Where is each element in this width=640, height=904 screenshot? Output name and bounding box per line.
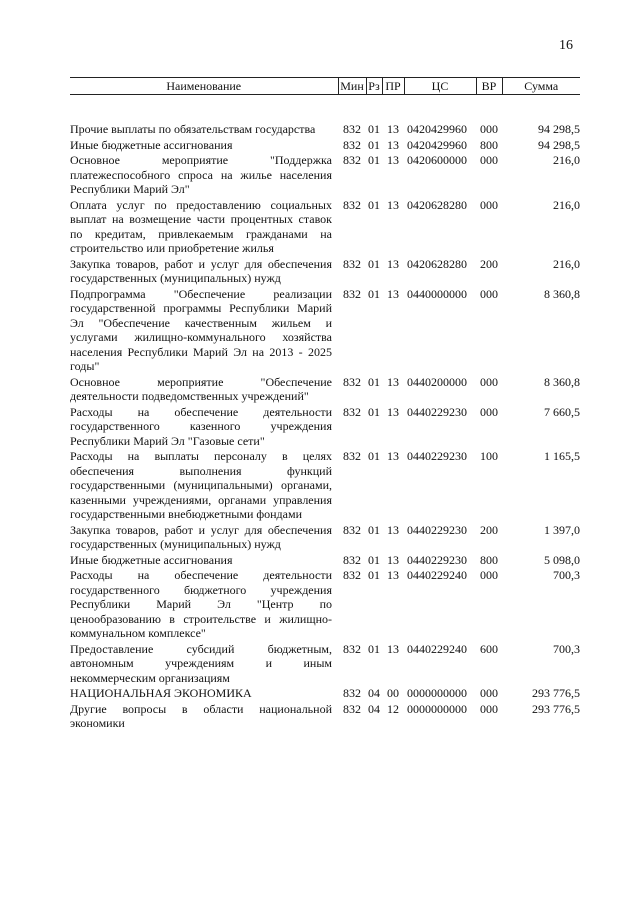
- table-row: [70, 153, 580, 198]
- row-name: Расходы на обеспечение деятельности государственного казенного учреждения Республики Марий Эл "Газовые сети": [70, 404, 332, 448]
- row-name: Прочие выплаты по обязательствам государства: [70, 122, 316, 136]
- column-header-vr: ВР: [476, 78, 502, 95]
- row-vr: 000: [480, 686, 498, 700]
- row-min: 832: [343, 153, 361, 167]
- column-header-sum: Сумма: [502, 78, 580, 95]
- row-rz: 04: [368, 701, 380, 716]
- row-min: 832: [343, 568, 361, 582]
- row-vr: 000: [480, 153, 498, 167]
- row-min: 832: [343, 641, 361, 656]
- row-rz: 01: [368, 256, 380, 271]
- row-sum: 7 660,5: [544, 404, 580, 419]
- row-sum: 216,0: [553, 256, 580, 271]
- row-pr: 12: [387, 701, 399, 716]
- row-min: 832: [343, 197, 361, 212]
- row-pr: 00: [387, 686, 399, 700]
- column-header-rz: Рз: [366, 78, 382, 95]
- row-vr: 000: [480, 568, 498, 582]
- row-name: Расходы на обеспечение деятельности государственного бюджетного учреждения Республики Марий Эл "Центр по ценообразованию в строительстве и жилищно-коммунальном комплексе": [70, 568, 332, 640]
- row-rz: 01: [368, 286, 380, 301]
- row-vr: 600: [480, 641, 498, 656]
- row-sum: 700,3: [553, 568, 580, 582]
- row-pr: 13: [387, 197, 399, 212]
- row-min: 832: [343, 449, 361, 463]
- row-pr: 13: [387, 449, 399, 463]
- row-cs: 0000000000: [407, 686, 467, 700]
- column-header-cs: ЦС: [404, 78, 476, 95]
- table-row: [70, 375, 580, 405]
- row-name: Иные бюджетные ассигнования: [70, 552, 233, 567]
- row-cs: 0440229230: [407, 522, 467, 537]
- row-pr: 13: [387, 552, 399, 567]
- row-cs: 0440229230: [407, 552, 467, 567]
- row-cs: 0420429960: [407, 122, 467, 136]
- row-pr: 13: [387, 522, 399, 537]
- table-row: [70, 287, 580, 375]
- row-name: Основное мероприятие "Обеспечение деятельности подведомственных учреждений": [70, 374, 332, 403]
- table-row: [70, 568, 580, 642]
- row-cs: 0420628280: [407, 197, 467, 212]
- table-row: [70, 138, 580, 154]
- row-name: Расходы на выплаты персоналу в целях обеспечения выполнения функций государственными (муниципальными) органами, казенными учреждениями, органами управления государственными внебюджетными фондами: [70, 449, 332, 521]
- row-pr: 13: [387, 256, 399, 271]
- row-sum: 1 165,5: [544, 449, 580, 463]
- row-name: Другие вопросы в области национальной экономики: [70, 701, 332, 730]
- row-vr: 200: [480, 522, 498, 537]
- row-sum: 293 776,5: [532, 701, 580, 716]
- row-sum: 8 360,8: [544, 374, 580, 389]
- row-rz: 01: [368, 449, 380, 463]
- row-pr: 13: [387, 568, 399, 582]
- row-min: 832: [343, 686, 361, 700]
- row-name: Закупка товаров, работ и услуг для обеспечения государственных (муниципальных) нужд: [70, 522, 332, 551]
- table-row: [70, 686, 580, 702]
- row-cs: 0420600000: [407, 153, 467, 167]
- row-rz: 01: [368, 522, 380, 537]
- row-min: 832: [343, 404, 361, 419]
- table-row: [70, 642, 580, 687]
- row-rz: 01: [368, 153, 380, 167]
- row-cs: 0440229240: [407, 568, 467, 582]
- row-cs: 0420429960: [407, 137, 467, 152]
- row-min: 832: [343, 552, 361, 567]
- column-header-pr: ПР: [382, 78, 404, 95]
- column-header-name: Наименование: [70, 78, 338, 95]
- row-name: Закупка товаров, работ и услуг для обеспечения государственных (муниципальных) нужд: [70, 256, 332, 285]
- row-pr: 13: [387, 137, 399, 152]
- row-vr: 000: [480, 701, 498, 716]
- row-rz: 01: [368, 137, 380, 152]
- row-sum: 293 776,5: [532, 686, 580, 700]
- row-rz: 01: [368, 641, 380, 656]
- row-sum: 1 397,0: [544, 522, 580, 537]
- table-row: [70, 122, 580, 138]
- row-vr: 000: [480, 122, 498, 136]
- row-name: Оплата услуг по предоставлению социальных выплат на возмещение части процентных ставок по кредитам, привлекаемым гражданами на строительство или приобретение жилья: [70, 197, 332, 255]
- row-pr: 13: [387, 153, 399, 167]
- table-row: [70, 449, 580, 523]
- row-name: Предоставление субсидий бюджетным, автономным учреждениям и иным некоммерческим организациям: [70, 641, 332, 685]
- row-rz: 04: [368, 686, 380, 700]
- row-sum: 5 098,0: [544, 552, 580, 567]
- row-sum: 94 298,5: [538, 122, 580, 136]
- table-row: [70, 198, 580, 257]
- row-cs: 0440229230: [407, 404, 467, 419]
- row-vr: 000: [480, 197, 498, 212]
- row-rz: 01: [368, 568, 380, 582]
- row-min: 832: [343, 122, 361, 136]
- row-rz: 01: [368, 374, 380, 389]
- row-vr: 100: [480, 449, 498, 463]
- row-cs: 0420628280: [407, 256, 467, 271]
- row-rz: 01: [368, 404, 380, 419]
- row-name: Иные бюджетные ассигнования: [70, 137, 233, 152]
- table-row: [70, 702, 580, 732]
- row-sum: 700,3: [553, 641, 580, 656]
- row-name: Основное мероприятие "Поддержка платежеспособного спроса на жилье населения Республики Марий Эл": [70, 153, 332, 196]
- row-vr: 800: [480, 137, 498, 152]
- column-header-min: Мин: [338, 78, 366, 95]
- row-sum: 216,0: [553, 197, 580, 212]
- row-pr: 13: [387, 374, 399, 389]
- page-number: 16: [559, 38, 573, 53]
- table-header-row: [70, 78, 580, 95]
- row-rz: 01: [368, 122, 380, 136]
- row-pr: 13: [387, 641, 399, 656]
- row-min: 832: [343, 522, 361, 537]
- row-min: 832: [343, 701, 361, 716]
- row-rz: 01: [368, 552, 380, 567]
- row-cs: 0440229230: [407, 449, 467, 463]
- row-pr: 13: [387, 404, 399, 419]
- row-min: 832: [343, 374, 361, 389]
- row-cs: 0440229240: [407, 641, 467, 656]
- row-sum: 94 298,5: [538, 137, 580, 152]
- table-body: [70, 95, 580, 732]
- budget-table: [70, 77, 580, 732]
- row-cs: 0000000000: [407, 701, 467, 716]
- row-min: 832: [343, 286, 361, 301]
- row-rz: 01: [368, 197, 380, 212]
- table-row: [70, 405, 580, 450]
- row-name: НАЦИОНАЛЬНАЯ ЭКОНОМИКА: [70, 686, 252, 700]
- table-row: [70, 523, 580, 553]
- row-cs: 0440200000: [407, 374, 467, 389]
- row-cs: 0440000000: [407, 286, 467, 301]
- row-sum: 8 360,8: [544, 286, 580, 301]
- row-name: Подпрограмма "Обеспечение реализации государственной программы Республики Марий Эл "Обеспечение качественным жильем и услугами жилищно-коммунального хозяйства населения Республики Марий Эл на 2013 - 2025 годы": [70, 286, 332, 373]
- row-vr: 200: [480, 256, 498, 271]
- row-min: 832: [343, 256, 361, 271]
- row-vr: 000: [480, 374, 498, 389]
- row-pr: 13: [387, 286, 399, 301]
- row-vr: 000: [480, 286, 498, 301]
- table-row: [70, 553, 580, 569]
- row-sum: 216,0: [553, 153, 580, 167]
- row-min: 832: [343, 137, 361, 152]
- header-spacer: [70, 95, 580, 123]
- row-vr: 000: [480, 404, 498, 419]
- table-row: [70, 257, 580, 287]
- row-pr: 13: [387, 122, 399, 136]
- row-vr: 800: [480, 552, 498, 567]
